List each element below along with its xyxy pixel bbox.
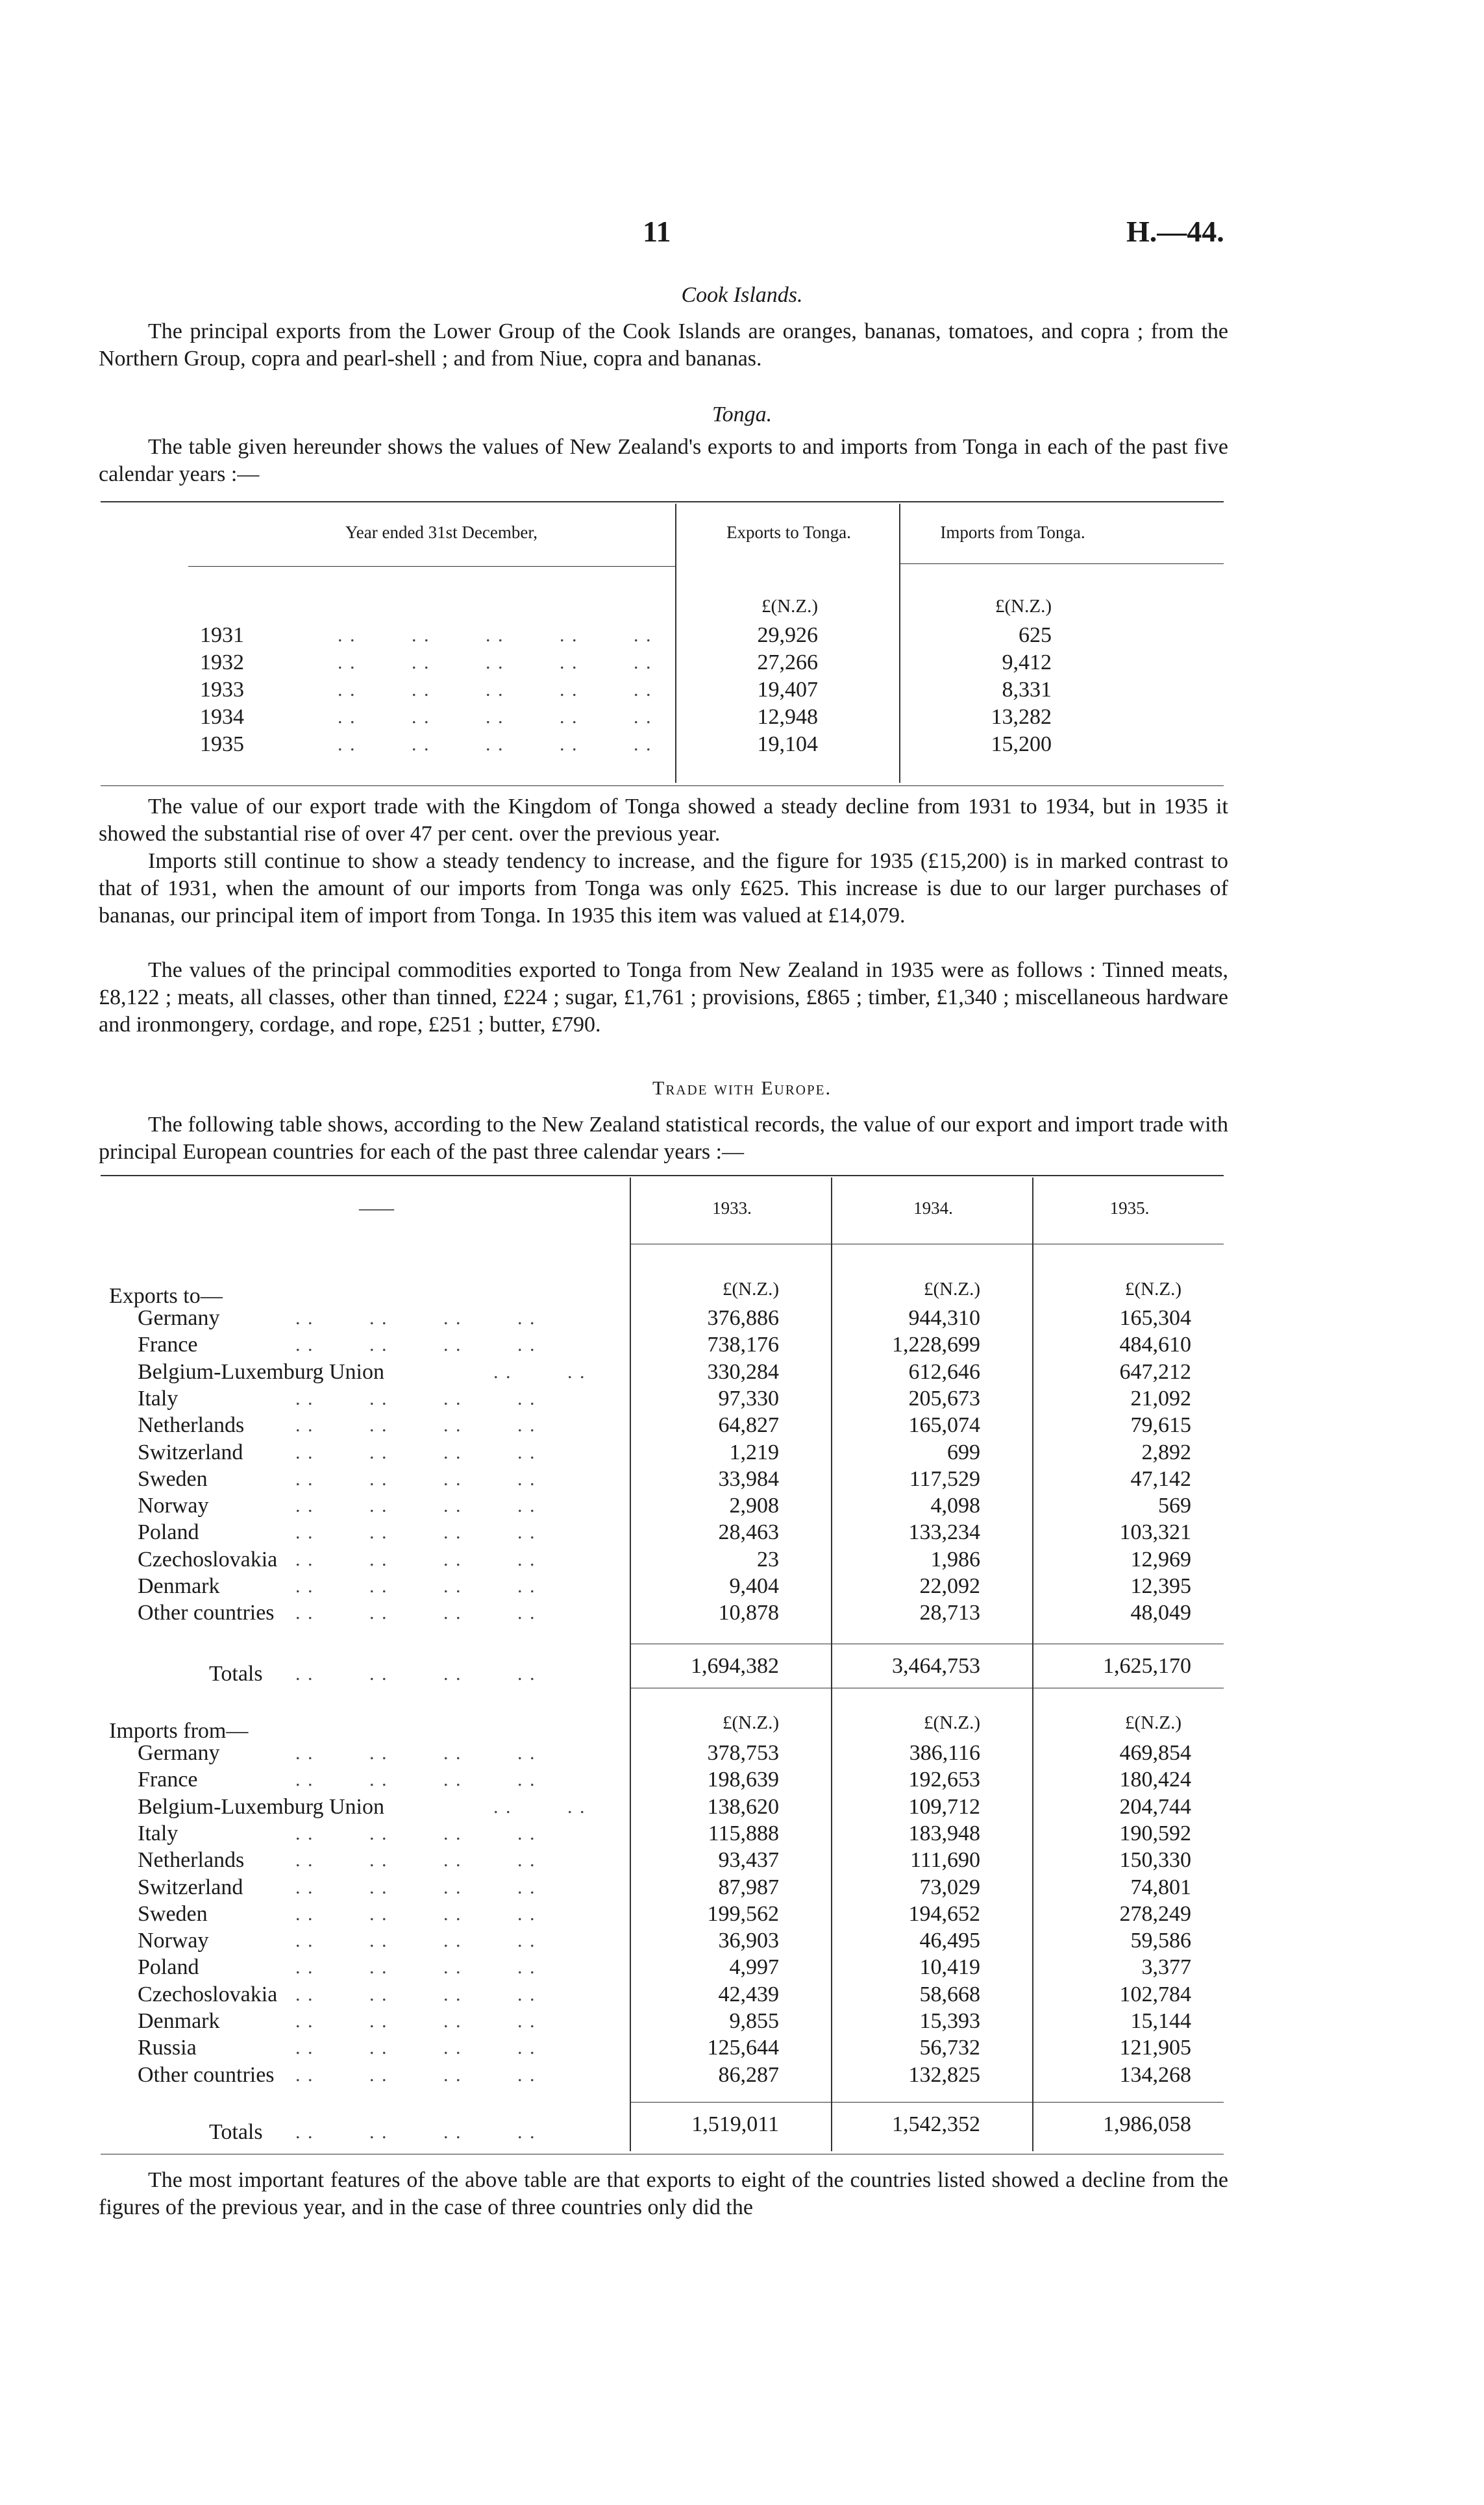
tonga-year: 1935 — [200, 732, 244, 756]
export-value-1934: 1,228,699 — [892, 1333, 980, 1357]
dot-leader: . . . . . . . . — [295, 1849, 536, 1871]
europe-heading: Trade with Europe. — [652, 1078, 832, 1099]
dot-leader: . . . . . . . . — [295, 1414, 536, 1437]
dot-leader: . . . . . . . . — [295, 1334, 536, 1356]
tonga-year: 1932 — [200, 650, 244, 674]
import-value-1934: 192,653 — [908, 1768, 980, 1792]
export-value-1933: 1,219 — [729, 1440, 779, 1464]
europe-col-1933: 1933. — [712, 1198, 752, 1218]
import-value-1935: 3,377 — [1141, 1955, 1191, 1980]
imports-total-1935: 1,986,058 — [1103, 2112, 1191, 2136]
column-divider — [899, 504, 900, 783]
tonga-imports-value: 625 — [1019, 623, 1052, 647]
exports-total-1935: 1,625,170 — [1103, 1654, 1191, 1678]
dot-leader: . . . . . . . . — [295, 1663, 536, 1684]
export-country: Czechoslovakia — [138, 1547, 278, 1572]
unit-label: £(N.Z.) — [924, 1279, 980, 1300]
export-country: Denmark — [138, 1574, 220, 1598]
table-bottom-rule — [101, 785, 1224, 786]
export-value-1934: 612,646 — [908, 1359, 980, 1384]
europe-intro — [99, 1111, 1228, 1166]
import-value-1933: 93,437 — [718, 1848, 779, 1873]
page-number: 11 — [643, 215, 671, 248]
export-value-1933: 376,886 — [707, 1306, 779, 1330]
export-value-1935: 2,892 — [1141, 1440, 1191, 1464]
header-rule — [188, 566, 675, 567]
import-value-1934: 194,652 — [908, 1901, 980, 1926]
dot-leader: . . . . . . . . — [295, 2037, 536, 2059]
dot-leader: . . . . . . . . — [295, 1876, 536, 1898]
export-value-1934: 1,986 — [930, 1547, 980, 1572]
import-value-1934: 15,393 — [919, 2009, 980, 2033]
dot-leader: . . . . . . . . — [295, 1495, 536, 1517]
import-value-1935: 102,784 — [1119, 1982, 1191, 2006]
export-value-1935: 569 — [1158, 1494, 1191, 1518]
import-value-1933: 42,439 — [718, 1982, 779, 2006]
export-country: Other countries — [138, 1601, 275, 1625]
export-value-1933: 97,330 — [718, 1386, 779, 1411]
export-value-1935: 484,610 — [1119, 1333, 1191, 1357]
import-value-1934: 56,732 — [919, 2036, 980, 2060]
import-value-1933: 199,562 — [707, 1901, 779, 1926]
import-value-1935: 204,744 — [1119, 1794, 1191, 1819]
tonga-paragraph-3 — [99, 957, 1228, 1039]
dot-leader: . . . . . . . . — [295, 2064, 536, 2086]
tonga-col-imports: Imports from Tonga. — [940, 523, 1085, 542]
import-value-1935: 59,586 — [1130, 1929, 1191, 1953]
dot-leader: . . . . . . . . — [295, 1548, 536, 1570]
export-country: Germany — [138, 1306, 220, 1330]
import-country: France — [138, 1768, 198, 1792]
tonga-exports-value: 27,266 — [757, 650, 818, 674]
import-value-1933: 378,753 — [707, 1741, 779, 1765]
export-country: Italy — [138, 1386, 179, 1411]
dot-leader: . . . . . . . . . . — [338, 624, 652, 646]
column-divider — [1032, 1178, 1033, 2151]
import-value-1935: 278,249 — [1119, 1901, 1191, 1926]
tonga-year: 1931 — [200, 623, 244, 647]
document-code: H.—44. — [1126, 215, 1224, 248]
import-value-1935: 15,144 — [1130, 2009, 1191, 2033]
table-top-rule — [101, 1175, 1224, 1176]
tonga-exports-unit: £(N.Z.) — [761, 596, 818, 617]
export-country: Norway — [138, 1494, 209, 1518]
dot-leader: . . . . . . . . . . — [338, 679, 652, 700]
export-value-1935: 48,049 — [1130, 1601, 1191, 1625]
closing-paragraph — [99, 2167, 1228, 2221]
dot-leader: . . . . . . . . . . — [338, 734, 652, 755]
import-country: Norway — [138, 1929, 209, 1953]
export-value-1933: 23 — [757, 1547, 779, 1572]
export-country: France — [138, 1333, 198, 1357]
import-value-1934: 10,419 — [919, 1955, 980, 1980]
export-value-1933: 9,404 — [729, 1574, 779, 1598]
import-value-1935: 180,424 — [1119, 1768, 1191, 1792]
tonga-year: 1933 — [200, 678, 244, 702]
import-value-1935: 150,330 — [1119, 1848, 1191, 1873]
tonga-col-year: Year ended 31st December, — [345, 523, 538, 542]
tonga-imports-value: 8,331 — [1002, 678, 1052, 702]
export-country: Belgium-Luxemburg Union — [138, 1359, 384, 1384]
europe-stub-header: —— — [359, 1198, 394, 1218]
import-value-1933: 125,644 — [707, 2036, 779, 2060]
dot-leader: . . . . . . . . — [295, 1468, 536, 1490]
import-country: Germany — [138, 1741, 220, 1765]
export-value-1933: 2,908 — [729, 1494, 779, 1518]
export-value-1935: 103,321 — [1119, 1520, 1191, 1545]
dot-leader: . . . . . . . . — [295, 1602, 536, 1624]
export-value-1935: 21,092 — [1130, 1386, 1191, 1411]
export-value-1933: 738,176 — [707, 1333, 779, 1357]
unit-label: £(N.Z.) — [1125, 1279, 1181, 1300]
tonga-exports-value: 29,926 — [757, 623, 818, 647]
import-country: Russia — [138, 2036, 197, 2060]
import-country: Belgium-Luxemburg Union — [138, 1794, 384, 1819]
export-value-1933: 33,984 — [718, 1466, 779, 1491]
cook-islands-text: The principal exports from the Lower Group of the Cook Islands are oranges, bananas, tomatoes, and copra ; from the Northern Group, copra and pearl-shell ; and from Niue, copra and bananas. — [99, 319, 1228, 371]
column-divider — [831, 1178, 832, 2151]
dot-leader: . . . . . . . . — [295, 1769, 536, 1791]
dot-leader: . . . . . . . . . . — [338, 652, 652, 673]
export-country: Poland — [138, 1520, 199, 1545]
tonga-intro-text: The table given hereunder shows the values of New Zealand's exports to and imports from Tonga in each of the past five calendar years :— — [99, 435, 1228, 486]
import-country: Denmark — [138, 2009, 220, 2033]
import-country: Italy — [138, 1821, 179, 1845]
export-value-1933: 10,878 — [718, 1601, 779, 1625]
export-country: Switzerland — [138, 1440, 243, 1464]
dot-leader: . . . . . . . . — [295, 1441, 536, 1463]
export-value-1934: 944,310 — [908, 1306, 980, 1330]
import-value-1935: 190,592 — [1119, 1821, 1191, 1845]
export-value-1935: 165,304 — [1119, 1306, 1191, 1330]
import-value-1935: 134,268 — [1119, 2062, 1191, 2087]
import-value-1935: 469,854 — [1119, 1741, 1191, 1765]
dot-leader: . . . . . . . . — [295, 1522, 536, 1544]
unit-label: £(N.Z.) — [924, 1712, 980, 1733]
dot-leader: . . . . — [493, 1795, 586, 1818]
tonga-paragraph-2 — [99, 848, 1228, 930]
export-value-1934: 133,234 — [908, 1520, 980, 1545]
import-value-1934: 109,712 — [908, 1794, 980, 1819]
export-value-1935: 79,615 — [1130, 1413, 1191, 1438]
tonga-exports-value: 19,104 — [757, 732, 818, 756]
export-value-1933: 330,284 — [707, 1359, 779, 1384]
import-value-1934: 183,948 — [908, 1821, 980, 1845]
dot-leader: . . . . . . . . — [295, 1930, 536, 1952]
import-country: Switzerland — [138, 1875, 243, 1899]
totals-rule — [630, 2102, 1224, 2103]
unit-label: £(N.Z.) — [723, 1279, 779, 1300]
import-country: Sweden — [138, 1901, 208, 1926]
dot-leader: . . . . . . . . — [295, 1983, 536, 2005]
tonga-imports-value: 13,282 — [991, 705, 1052, 729]
cook-islands-paragraph — [99, 318, 1228, 373]
import-country: Netherlands — [138, 1848, 245, 1873]
import-value-1934: 132,825 — [908, 2062, 980, 2087]
dot-leader: . . . . . . . . — [295, 2121, 536, 2143]
import-country: Poland — [138, 1955, 199, 1980]
import-value-1935: 121,905 — [1119, 2036, 1191, 2060]
import-value-1934: 46,495 — [919, 1929, 980, 1953]
header-rule — [899, 563, 1224, 564]
closing-text: The most important features of the above table are that exports to eight of the countries listed showed a decline from the figures of the previous year, and in the case of three countries only did the — [99, 2168, 1228, 2219]
export-country: Sweden — [138, 1466, 208, 1491]
tonga-imports-value: 9,412 — [1002, 650, 1052, 674]
import-value-1933: 36,903 — [718, 1929, 779, 1953]
import-value-1933: 9,855 — [729, 2009, 779, 2033]
tonga-paragraph-1 — [99, 793, 1228, 848]
column-divider — [675, 504, 676, 783]
import-value-1934: 386,116 — [909, 1741, 980, 1765]
tonga-paragraph-1-text: The value of our export trade with the Kingdom of Tonga showed a steady decline from 1931 to 1934, but in 1935 it showed the substantial rise of over 47 per cent. over the previous year. — [99, 795, 1228, 846]
tonga-paragraph-2-text: Imports still continue to show a steady tendency to increase, and the figure for 1935 (£15,200) is in marked contrast to that of 1931, when the amount of our imports from Tonga was only £625. This increase is due to our larger purchases of bananas, our principal item of import from Tonga. In 1935 this item was valued at £14,079. — [99, 849, 1228, 928]
import-value-1935: 74,801 — [1130, 1875, 1191, 1899]
export-value-1935: 47,142 — [1130, 1466, 1191, 1491]
import-value-1933: 138,620 — [707, 1794, 779, 1819]
dot-leader: . . . . . . . . — [295, 1903, 536, 1925]
table-top-rule — [101, 501, 1224, 502]
tonga-heading: Tonga. — [711, 402, 773, 426]
export-value-1933: 28,463 — [718, 1520, 779, 1545]
dot-leader: . . . . — [493, 1361, 586, 1383]
import-country: Czechoslovakia — [138, 1982, 278, 2006]
exports-total-1934: 3,464,753 — [892, 1654, 980, 1678]
export-value-1934: 699 — [947, 1440, 980, 1464]
dot-leader: . . . . . . . . — [295, 1822, 536, 1844]
imports-section-label: Imports from— — [109, 1719, 249, 1743]
dot-leader: . . . . . . . . . . — [338, 706, 652, 728]
export-value-1935: 647,212 — [1119, 1359, 1191, 1384]
export-value-1934: 205,673 — [908, 1386, 980, 1411]
exports-total-1933: 1,694,382 — [691, 1654, 779, 1678]
import-value-1933: 198,639 — [707, 1768, 779, 1792]
dot-leader: . . . . . . . . — [295, 1742, 536, 1764]
import-value-1934: 73,029 — [919, 1875, 980, 1899]
unit-label: £(N.Z.) — [1125, 1712, 1181, 1733]
export-value-1934: 22,092 — [919, 1574, 980, 1598]
export-value-1935: 12,395 — [1130, 1574, 1191, 1598]
imports-total-1934: 1,542,352 — [892, 2112, 980, 2136]
tonga-imports-value: 15,200 — [991, 732, 1052, 756]
import-value-1934: 58,668 — [919, 1982, 980, 2006]
cook-islands-heading: Cook Islands. — [681, 283, 803, 307]
unit-label: £(N.Z.) — [723, 1712, 779, 1733]
europe-col-1935: 1935. — [1109, 1198, 1150, 1218]
imports-total-1933: 1,519,011 — [691, 2112, 779, 2136]
export-value-1934: 165,074 — [908, 1413, 980, 1438]
tonga-exports-value: 19,407 — [757, 678, 818, 702]
export-value-1935: 12,969 — [1130, 1547, 1191, 1572]
tonga-intro — [99, 434, 1228, 488]
exports-totals-label: Totals — [209, 1662, 263, 1686]
europe-intro-text: The following table shows, according to the New Zealand statistical records, the value of our export and import trade with principal European countries for each of the past three calendar years :— — [99, 1113, 1228, 1164]
import-value-1934: 111,690 — [910, 1848, 980, 1873]
import-value-1933: 86,287 — [718, 2062, 779, 2087]
tonga-paragraph-3-text: The values of the principal commodities exported to Tonga from New Zealand in 1935 were as follows : Tinned meats, £8,122 ; meats, all classes, other than tinned, £224 ; sugar, £1,761 ; provisions, £865 ; timber, £1,340 ; miscellaneous hardware and ironmongery, cordage, and rope, £251 ; butter, £790. — [99, 958, 1228, 1037]
export-country: Netherlands — [138, 1413, 245, 1438]
column-divider — [630, 1178, 631, 2151]
import-value-1933: 87,987 — [718, 1875, 779, 1899]
export-value-1934: 4,098 — [930, 1494, 980, 1518]
export-value-1934: 28,713 — [919, 1601, 980, 1625]
tonga-col-exports: Exports to Tonga. — [726, 523, 851, 542]
export-value-1933: 64,827 — [718, 1413, 779, 1438]
tonga-imports-unit: £(N.Z.) — [995, 596, 1052, 617]
import-value-1933: 4,997 — [729, 1955, 779, 1980]
tonga-year: 1934 — [200, 705, 244, 729]
europe-col-1934: 1934. — [913, 1198, 953, 1218]
dot-leader: . . . . . . . . — [295, 1956, 536, 1979]
import-country: Other countries — [138, 2062, 275, 2087]
dot-leader: . . . . . . . . — [295, 2010, 536, 2032]
exports-section-label: Exports to— — [109, 1284, 223, 1308]
dot-leader: . . . . . . . . — [295, 1387, 536, 1409]
dot-leader: . . . . . . . . — [295, 1307, 536, 1329]
imports-totals-label: Totals — [209, 2120, 263, 2144]
export-value-1934: 117,529 — [909, 1466, 980, 1491]
import-value-1933: 115,888 — [708, 1821, 779, 1845]
dot-leader: . . . . . . . . — [295, 1575, 536, 1597]
tonga-exports-value: 12,948 — [757, 705, 818, 729]
